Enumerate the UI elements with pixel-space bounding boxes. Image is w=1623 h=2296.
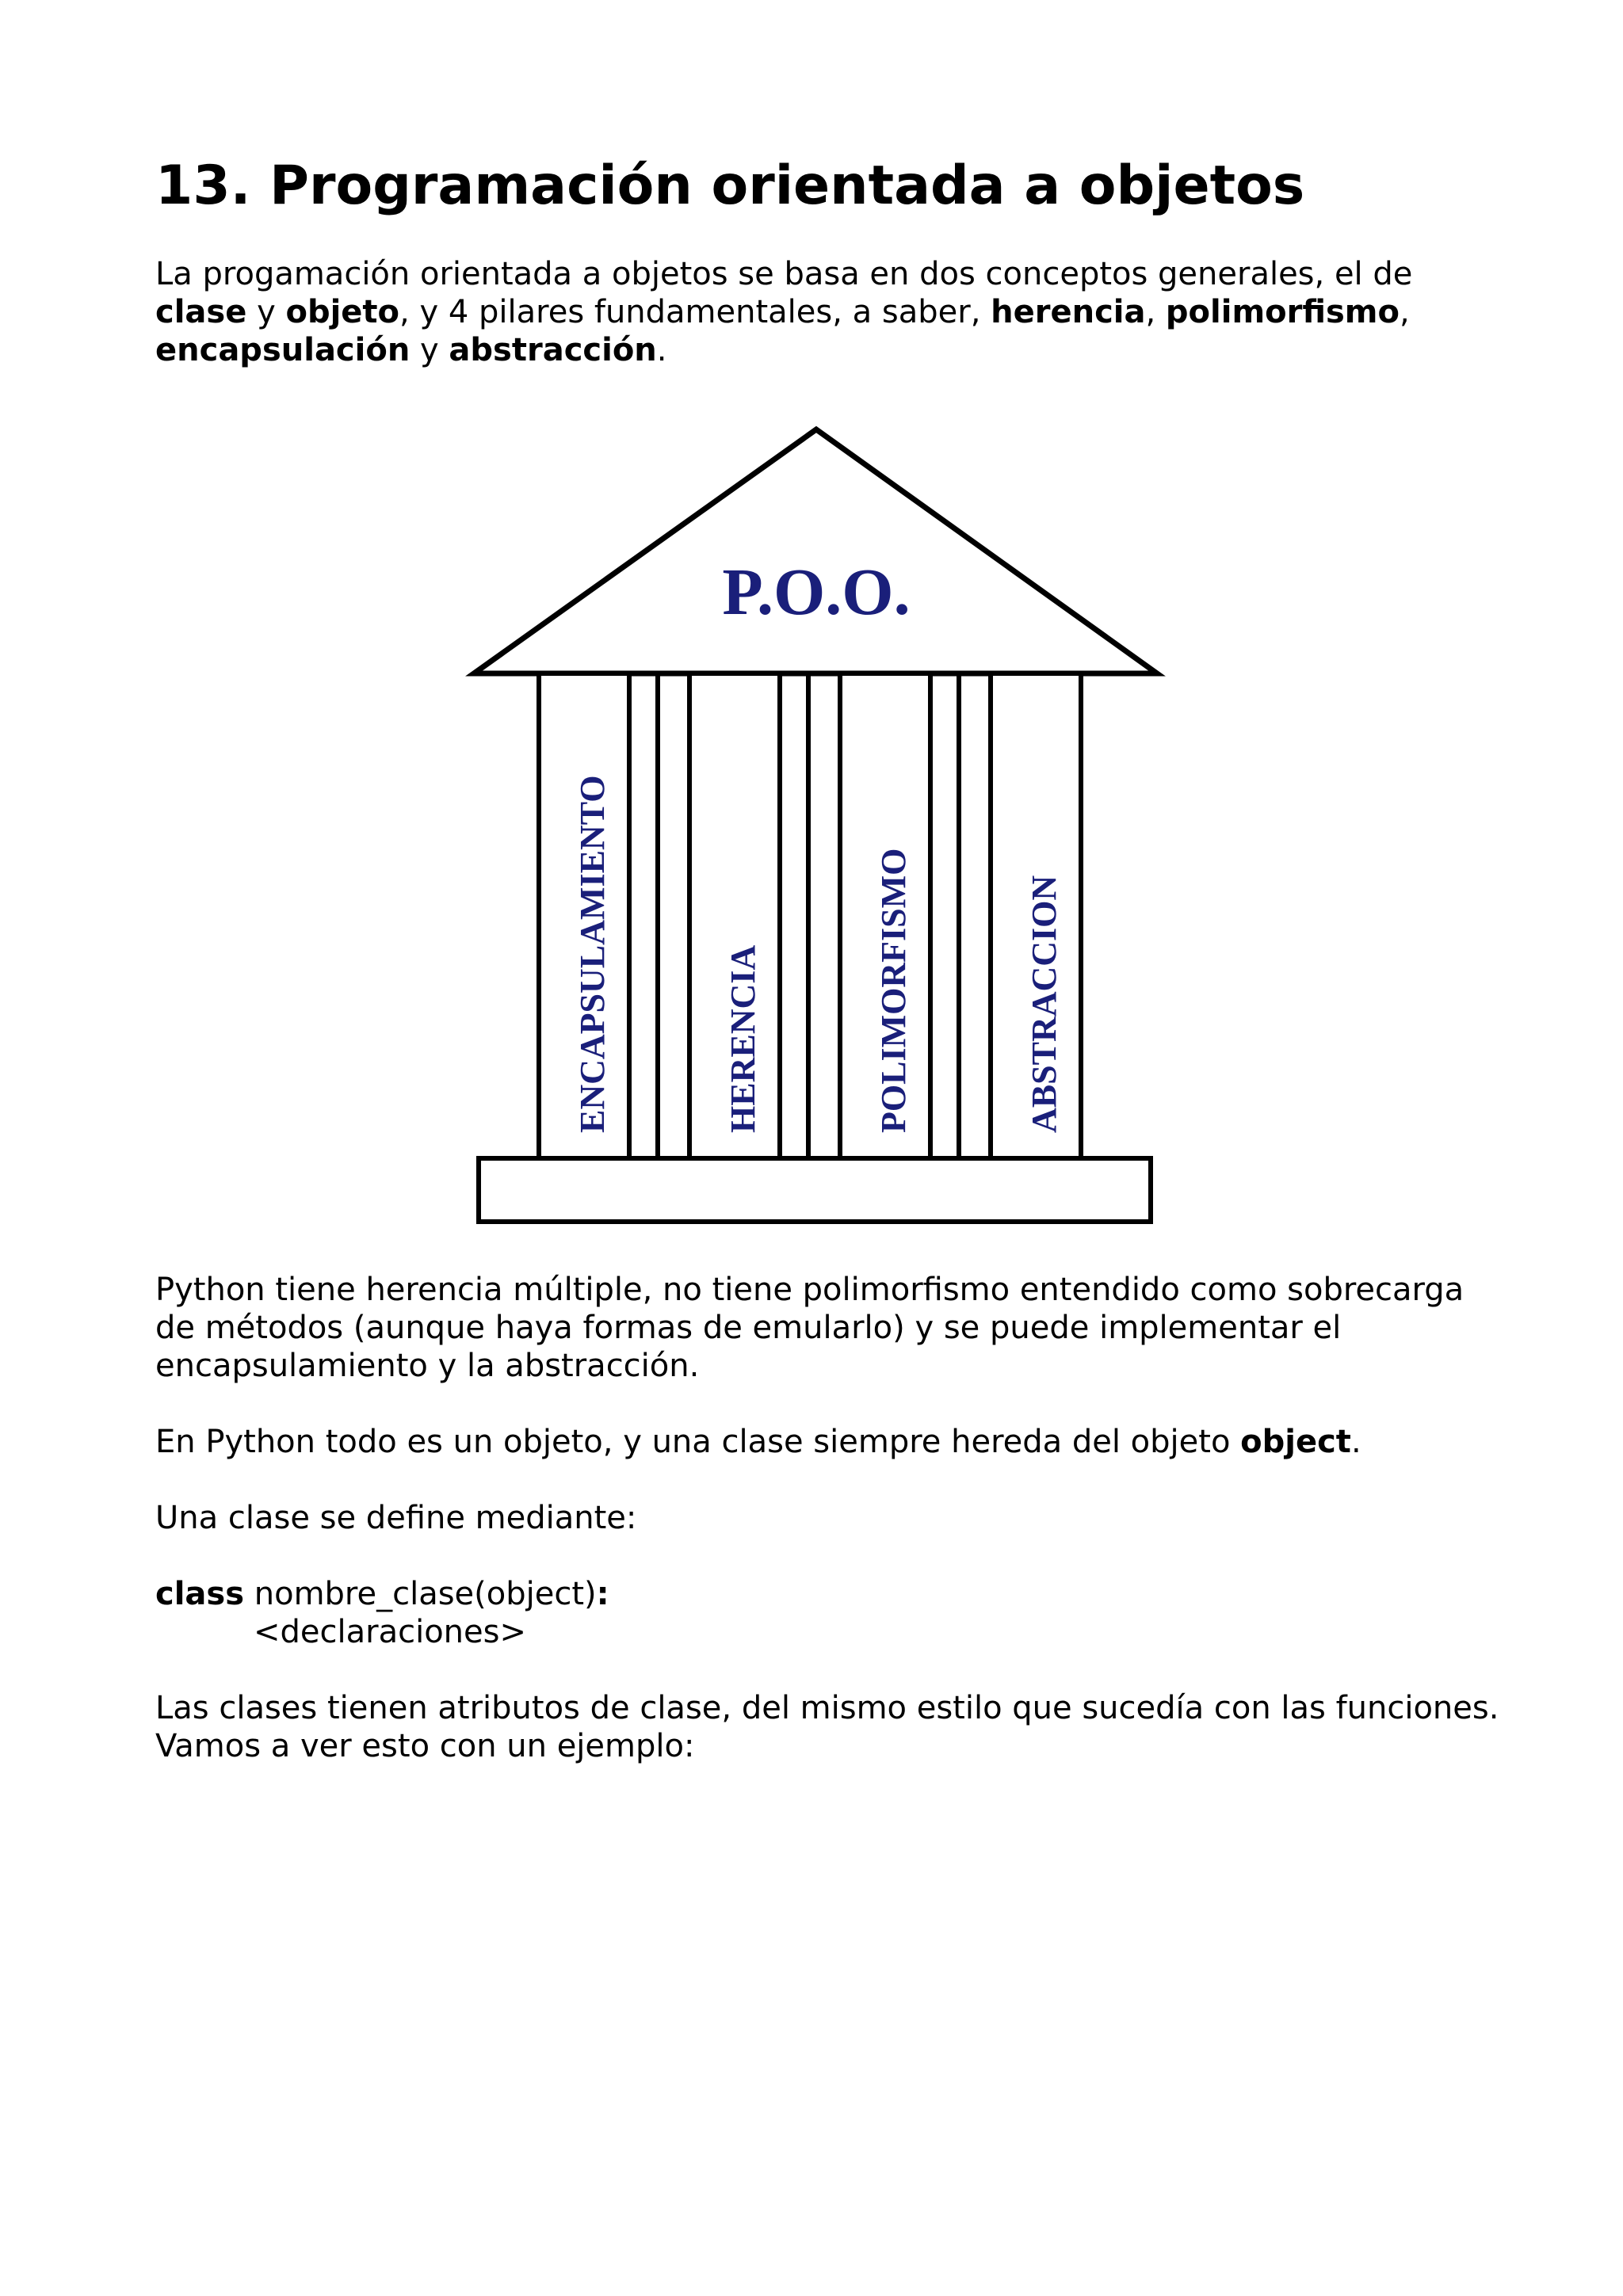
pillar-label-encapsulamiento: ENCAPSULAMIENTO [573, 775, 612, 1133]
term-objeto: objeto [285, 294, 400, 330]
intro-text-4: , [1145, 294, 1166, 330]
poo-temple-diagram [460, 420, 1173, 1236]
class-colon: : [596, 1576, 609, 1612]
roof-label: P.O.O. [722, 555, 911, 629]
object-paragraph [155, 1423, 1503, 1461]
pillar-label-herencia: HERENCIA [724, 944, 762, 1133]
pillar-label-polimorfismo: POLIMORFISMO [874, 848, 913, 1133]
intro-text-5: , [1399, 294, 1410, 330]
term-herencia: herencia [991, 294, 1146, 330]
intro-text-3: , y 4 pilares fundamentales, a saber, [399, 294, 991, 330]
intro-text-6: y [410, 332, 449, 368]
temple-roof [474, 429, 1157, 673]
temple-base [479, 1158, 1151, 1222]
class-syntax-block [155, 1575, 1503, 1651]
pillar-label-abstraccion: ABSTRACCION [1025, 875, 1064, 1133]
define-paragraph: Una clase se define mediante: [155, 1500, 637, 1536]
object-text-1: En Python todo es un objeto, y una clase siempre hereda del objeto [155, 1424, 1241, 1460]
class-signature: nombre_clase(object) [244, 1576, 597, 1612]
term-clase: clase [155, 294, 247, 330]
class-keyword: class [155, 1576, 245, 1612]
page-title: 13. Programación orientada a objetos [155, 154, 1305, 217]
class-body: <declaraciones> [254, 1614, 526, 1650]
intro-text-2: y [246, 294, 286, 330]
attributes-paragraph: Las clases tienen atributos de clase, del mismo estilo que sucedía con las funciones. Vamos a ver esto con un ejemplo: [155, 1690, 1499, 1764]
term-abstraccion: abstracción [449, 332, 657, 368]
intro-text-1: La progamación orientada a objetos se basa en dos conceptos generales, el de [155, 256, 1413, 292]
term-polimorfismo: polimorfismo [1165, 294, 1400, 330]
intro-paragraph [155, 255, 1503, 369]
term-encapsulacion: encapsulación [155, 332, 411, 368]
python-paragraph: Python tiene herencia múltiple, no tiene polimorfismo entendido como sobrecarga de métodos (aunque haya formas de emularlo) y se puede implementar el encapsulamiento y la abstracción. [155, 1272, 1465, 1384]
intro-text-7: . [656, 332, 667, 368]
term-object: object [1240, 1424, 1351, 1460]
object-text-2: . [1350, 1424, 1361, 1460]
